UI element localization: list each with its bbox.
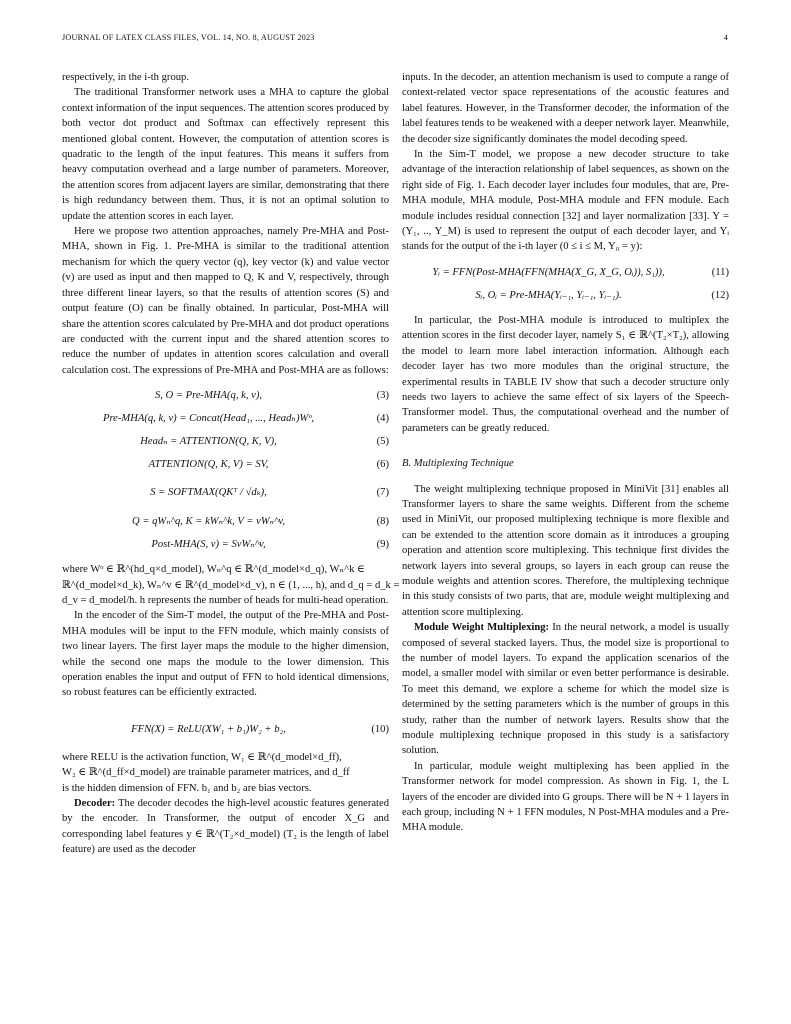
paragraph: inputs. In the decoder, an attention mechanism is used to compute a range of context-related vector space representations of the acoustic features and label features. However, in the Transformer decoder, the information of the label features tends to be weakened with a deeper network layer. Meanwhile, the decoder size significantly dominates the model decoding speed.	[402, 72, 729, 145]
equation-9: Post-MHA(S, v) = SvWₙ^v, (9)	[151, 539, 389, 551]
paragraph: respectively, in the i-th group.	[62, 72, 189, 83]
right-column	[402, 70, 729, 836]
equation-6: ATTENTION(Q, K, V) = SV, (6)	[148, 459, 389, 471]
where-clause: where RELU is the activation function, W₁ ∈ ℝ^(d_model×d_ff),	[62, 751, 342, 763]
paragraph: Module Weight Multiplexing: In the neural network, a model is usually composed of several stacked layers. Thus, the model size is proportional to the number of model layers. To expand the application scenarios of the model, a smaller model with similar or even better performance is desirable. To meet this demand, we explore a scheme for which the model size is determined by the setting parameters which is the number of groups in this study, rather than the number of network layers. Results show that the module multiplexing technique proposed in this study is a satisfactory solution.	[402, 622, 729, 757]
section-heading: B. Multiplexing Technique	[402, 458, 514, 470]
paragraph: Decoder: The decoder decodes the high-level acoustic features generated by the encoder. In Transformer, the output of encoder X_G and corresponding label features y ∈ ℝ^(T₂×d_model) (T₂ is the length of label feature) are used as the decoder	[62, 798, 389, 856]
equation-7: S = SOFTMAX(QKᵀ / √dₖ), (7)	[150, 487, 389, 499]
paragraph: In particular, the Post-MHA module is introduced to multiplex the attention scores in the first decoder layer, namely S₁ ∈ ℝ^(T₂×T₂), allowing the model to learn more label interaction information. Although each decoder layer has two more modules than the original structure, the experimental results in TABLE IV show that such a decoder structure only needs two layers to achieve the same effect of six layers of the Speech-Transformer model. Thus, the computational overhead and the number of parameters can be greatly reduced.	[402, 314, 729, 434]
paragraph: In particular, module weight multiplexing has been applied in the Transformer network for model compression. As shown in Fig. 1, the L layers of the encoder are divided into G groups. There will be N + 1 layers in each group, including N + 1 FFN modules, N Post-MHA modules and a Pre-MHA module.	[402, 760, 729, 834]
left-column	[62, 70, 400, 858]
paragraph: The weight multiplexing technique proposed in MiniVit [31] enables all Transformer layers to share the same weights. Different from the scheme used in MiniVit, our proposed multiplexing technique is more flexible and can be extended to the attention score domain as it introduces a grouping operation and attention score multiplexing. This technique first divides the network layers into several groups, so layers in each group can reuse the module weights and attention scores. Therefore, the multiplexing technique in this study consists of two parts, that are, module weight multiplexing and attention score multiplexing.	[402, 483, 729, 618]
page-number: 4	[723, 33, 728, 42]
equation-8: Q = qWₙ^q, K = kWₙ^k, V = vWₙ^v, (8)	[132, 516, 389, 528]
paragraph: The traditional Transformer network uses a MHA to capture the global context information of the input sequences. The attention scores produced by both vector dot product and Softmax can effectively represent this mentioned global content. However, the computation of attention scores is quadratic to the length of the input features. This means it suffers from heavy computation overhead and a large number of parameters. Moreover, the attention scores from adjacent layers are similar, demonstrating that there is high redundancy between them. Thus, it is not an optimal solution to update the attention scores in each layer.	[62, 87, 389, 222]
module-weight-multiplexing-runin: Module Weight Multiplexing:	[414, 622, 550, 634]
where-clause: W₂ ∈ ℝ^(d_ff×d_model) are trainable parameter matrices, and d_ff	[62, 767, 350, 779]
equation-11: Yᵢ = FFN(Post-MHA(FFN(MHA(X_G, X_G, Oᵢ)), S₁)), (11)	[432, 266, 729, 278]
paragraph: In the Sim-T model, we propose a new decoder structure to take advantage of the interaction relationship of label sequences, as shown on the right side of Fig. 1. Each decoder layer includes four modules, that are, Pre-MHA module, MHA module, Post-MHA module and FFN module. Each module includes residual connection [32] and layer normalization [33]. Y = (Y₁, .., Y_M) is used to represent the output of each decoder layer, and Yᵢ stands for the output of the i-th layer (0 ≤ i ≤ M, Y₀ = y):	[402, 149, 729, 253]
equation-4: Pre-MHA(q, k, v) = Concat(Head₁, ..., Headₕ)Wᵒ, (4)	[102, 413, 389, 425]
paragraph: In the encoder of the Sim-T model, the output of the Pre-MHA and Post-MHA modules will be input to the FFN module, which mainly consists of two linear layers. The first layer maps the module to the higher dimension, while the second one maps the module to the lower dimension. This operation enables the input and output of FFN to hold identical dimensions, so robust features can be efficiently extracted.	[62, 610, 389, 699]
equation-3: S, O = Pre-MHA(q, k, v), (3)	[154, 390, 389, 402]
equation-10: FFN(X) = ReLU(XW₁ + b₁)W₂ + b₂, (10)	[131, 723, 389, 735]
where-clause: is the hidden dimension of FFN. b₁ and b₂ are bias vectors.	[62, 782, 312, 794]
page-header	[62, 33, 728, 47]
where-clause: ℝ^(d_model×d_k), Wₙ^v ∈ ℝ^(d_model×d_v), n ∈ (1, ..., h), and d_q = d_k =	[62, 579, 400, 591]
equation-12: Sᵢ, Oᵢ = Pre-MHA(Yᵢ₋₁, Yᵢ₋₁, Yᵢ₋₁). (12)	[475, 289, 729, 301]
equation-5: Headₙ = ATTENTION(Q, K, V), (5)	[140, 436, 389, 448]
running-title: JOURNAL OF LATEX CLASS FILES, VOL. 14, NO. 8, AUGUST 2023	[62, 33, 315, 42]
decoder-runin-heading: Decoder:	[74, 798, 116, 809]
where-clause: where Wᵒ ∈ ℝ^(hd_q×d_model), Wₙ^q ∈ ℝ^(d_model×d_q), Wₙ^k ∈	[62, 564, 365, 576]
paragraph: Here we propose two attention approaches, namely Pre-MHA and Post-MHA, shown in Fig. 1. Pre-MHA is similar to the traditional attention mechanism for which the query vector (q), key vector (k) and value vector (v) are used as input and then mapped to Q, K and V, respectively, through three different linear layers, so that the results of attention scores (S) and output feature (O) can be finally obtained. In particular, Post-MHA will share the attention scores calculated by Pre-MHA and dot product operations are conducted with the current input and the shared attention scores to reduce the number of updates in attention scores calculation and overall calculation cost. The expressions of Pre-MHA and Post-MHA are as follows:	[62, 226, 389, 376]
where-clause: d_v = d_model/h. h represents the number of heads for multi-head operation.	[62, 594, 389, 606]
